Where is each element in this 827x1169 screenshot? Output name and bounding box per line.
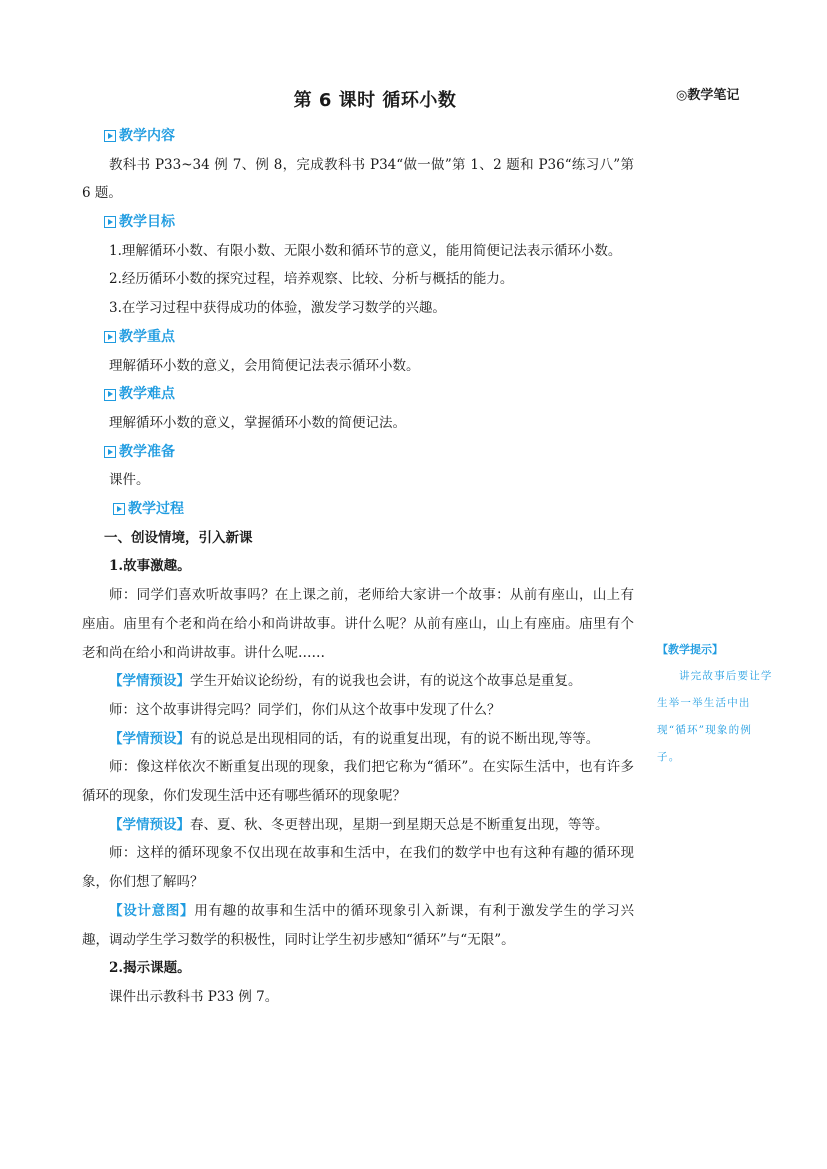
preset-tag: 【学情预设】 bbox=[109, 673, 190, 690]
design-intent-text: 用有趣的故事和生活中的循环现象引入新课，有利于激发学生的学习兴趣，调动学生学习数学的积极性，同时让学生初步感知“循环”与“无限”。 bbox=[82, 902, 634, 948]
key-points-text: 理解循环小数的意义，会用简便记法表示循环小数。 bbox=[109, 357, 420, 374]
dialogue-paragraph: 课件出示教科书 P33 例 7。 bbox=[109, 989, 279, 1005]
section-heading-key-points bbox=[82, 323, 634, 352]
play-box-icon bbox=[104, 389, 116, 401]
preset-tag: 【学情预设】 bbox=[109, 816, 190, 833]
preparation-text: 课件。 bbox=[109, 472, 150, 489]
difficulties-text: 理解循环小数的意义，掌握循环小数的简便记法。 bbox=[109, 414, 406, 431]
section-title: 教学目标 bbox=[119, 214, 175, 231]
page-title: 第 6 课时 循环小数 bbox=[293, 90, 457, 111]
teaching-tip-title: 【教学提示】 bbox=[657, 643, 723, 656]
section-title: 教学准备 bbox=[119, 443, 175, 460]
play-box-icon bbox=[104, 331, 116, 343]
dialogue-paragraph: 师：像这样依次不断重复出现的现象，我们把它称为“循环”。在实际生活中，也有许多循环的现象，你们发现生活中还有哪些循环的现象呢？ bbox=[82, 759, 634, 805]
preset-text: 有的说总是出现相同的话，有的说重复出现，有的说不断出现,等等。 bbox=[190, 730, 600, 747]
design-intent-tag: 【设计意图】 bbox=[109, 902, 195, 919]
section-title: 教学过程 bbox=[128, 501, 184, 518]
dialogue-paragraph: 师：同学们喜欢听故事吗？在上课之前，老师给大家讲一个故事：从前有座山，山上有座庙。庙里有个老和尚在给小和尚讲故事。讲什么呢？从前有座山，山上有座庙。庙里有个老和尚在给小和尚讲故事。讲什么呢…… bbox=[82, 587, 634, 661]
preset-text: 春、夏、秋、冬更替出现，星期一到星期天总是不断重复出现，等等。 bbox=[190, 816, 609, 833]
section-heading-preparation bbox=[82, 438, 634, 467]
preset-paragraph bbox=[82, 667, 634, 696]
section-title: 教学重点 bbox=[119, 328, 175, 345]
section-title: 教学内容 bbox=[119, 128, 175, 144]
preset-paragraph bbox=[82, 811, 634, 840]
preset-text: 学生开始议论纷纷，有的说我也会讲，有的说这个故事总是重复。 bbox=[190, 673, 582, 690]
content-text: 教科书 P33~34 例 7、例 8，完成教科书 P34“做一做”第 1、2 题和 P36“练习八”第 6 题。 bbox=[82, 156, 634, 202]
preset-paragraph bbox=[82, 725, 634, 754]
preset-tag: 【学情预设】 bbox=[109, 730, 190, 747]
dialogue-paragraph: 师：这样的循环现象不仅出现在故事和生活中，在我们的数学中也有这种有趣的循环现象，你们想了解吗？ bbox=[82, 845, 634, 891]
lesson-body bbox=[82, 122, 634, 1012]
section-heading-goals bbox=[82, 208, 634, 237]
section-title: 教学难点 bbox=[119, 386, 175, 403]
step-heading: 2.揭示课题。 bbox=[109, 960, 191, 977]
play-box-icon bbox=[104, 216, 116, 228]
goal-item: 2.经历循环小数的探究过程，培养观察、比较、分析与概括的能力。 bbox=[109, 271, 514, 288]
section-heading-process bbox=[82, 495, 634, 524]
part-heading: 一、创设情境，引入新课 bbox=[104, 529, 253, 546]
design-intent-paragraph bbox=[82, 897, 634, 954]
goal-item: 1.理解循环小数、有限小数、无限小数和循环节的意义，能用简便记法表示循环小数。 bbox=[109, 242, 622, 259]
play-box-icon bbox=[104, 446, 116, 458]
teaching-tip-sidebar bbox=[657, 636, 775, 771]
section-heading-content bbox=[82, 122, 634, 151]
goal-item: 3.在学习过程中获得成功的体验，激发学习数学的兴趣。 bbox=[109, 300, 446, 317]
section-heading-difficulties bbox=[82, 380, 634, 409]
dialogue-paragraph: 师：这个故事讲得完吗？同学们，你们从这个故事中发现了什么？ bbox=[109, 701, 501, 718]
play-box-icon bbox=[113, 503, 125, 515]
step-heading: 1.故事激趣。 bbox=[109, 558, 191, 575]
play-box-icon bbox=[104, 130, 116, 142]
teaching-tip-text: 讲完故事后要让学生举一举生活中出现“循环”现象的例子。 bbox=[657, 670, 773, 763]
teaching-notes-label: ◎教学笔记 bbox=[676, 88, 740, 103]
